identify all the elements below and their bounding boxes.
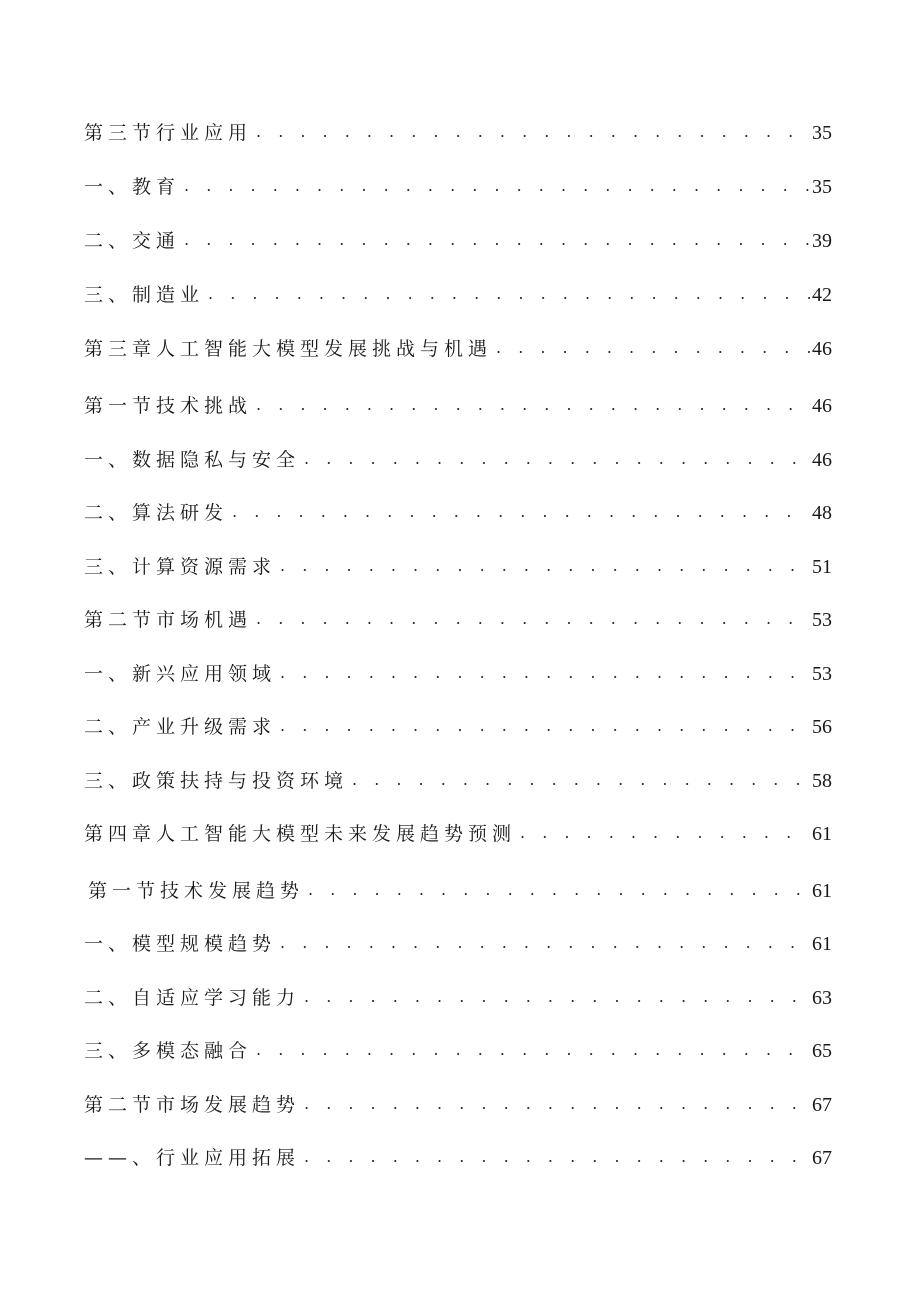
toc-entry[interactable] [84, 1033, 832, 1063]
toc-page-number: 35 [812, 176, 832, 198]
toc-entry[interactable] [84, 495, 832, 525]
toc-entry-title: 第三节行业应用 [84, 122, 253, 144]
toc-page-number: 61 [812, 933, 832, 955]
toc-page-number: 48 [812, 502, 832, 524]
toc-entry-title: 第四章人工智能大模型未来发展趋势预测 [84, 823, 517, 845]
toc-entry[interactable] [84, 331, 832, 361]
toc-entry[interactable] [84, 549, 832, 579]
toc-page-number: 42 [812, 284, 832, 306]
toc-entry[interactable] [84, 388, 832, 418]
toc-page-number: 61 [812, 823, 832, 845]
toc-leader-dots [184, 229, 810, 251]
toc-entry[interactable] [84, 602, 832, 632]
toc-page-number: 67 [812, 1147, 832, 1169]
toc-entry[interactable] [84, 169, 832, 199]
toc-page-number: 53 [812, 609, 832, 631]
toc-page-number: 46 [812, 338, 832, 360]
toc-page-number: 46 [812, 395, 832, 417]
toc-entry[interactable] [84, 763, 832, 793]
toc-entry[interactable] [84, 816, 832, 846]
toc-page-number: 63 [812, 987, 832, 1009]
toc-entry-title: 一、新兴应用领域 [84, 663, 277, 685]
toc-entry[interactable] [84, 277, 832, 307]
toc-entry-title: 一、数据隐私与安全 [84, 449, 301, 471]
toc-leader-dots [280, 932, 810, 954]
toc-entry-title: ——、行业应用拓展 [84, 1147, 301, 1169]
toc-entry-title: 第二节市场发展趋势 [84, 1094, 301, 1116]
toc-entry[interactable] [84, 656, 832, 686]
toc-page-number: 65 [812, 1040, 832, 1062]
toc-leader-dots [496, 337, 810, 359]
toc-leader-dots [256, 394, 810, 416]
toc-leader-dots [520, 822, 810, 844]
toc-entry-title: 三、多模态融合 [84, 1040, 253, 1062]
toc-entry-title: 第三章人工智能大模型发展挑战与机遇 [84, 338, 493, 360]
toc-leader-dots [184, 175, 810, 197]
toc-entry-title: 第一节技术挑战 [84, 395, 253, 417]
toc-leader-dots [308, 879, 810, 901]
toc-leader-dots [304, 1093, 810, 1115]
toc-page-number: 56 [812, 716, 832, 738]
toc-entry[interactable] [84, 709, 832, 739]
toc-entry-title: 一、教育 [84, 176, 181, 198]
toc-entry-title: 三、计算资源需求 [84, 556, 277, 578]
toc-entry[interactable] [84, 442, 832, 472]
toc-page-number: 35 [812, 122, 832, 144]
toc-leader-dots [208, 283, 810, 305]
toc-page-number: 46 [812, 449, 832, 471]
toc-entry[interactable] [84, 1087, 832, 1117]
toc-leader-dots [280, 715, 810, 737]
toc-entry-title: 二、产业升级需求 [84, 716, 277, 738]
toc-leader-dots [256, 608, 810, 630]
toc-leader-dots [280, 662, 810, 684]
toc-entry-title: 三、制造业 [84, 284, 205, 306]
toc-entry[interactable] [88, 873, 832, 903]
toc-page-number: 58 [812, 770, 832, 792]
toc-entry-title: 三、政策扶持与投资环境 [84, 770, 349, 792]
toc-leader-dots [304, 1146, 810, 1168]
toc-entry-title: 第二节市场机遇 [84, 609, 253, 631]
toc-leader-dots [256, 121, 810, 143]
toc-leader-dots [304, 986, 810, 1008]
toc-entry[interactable] [84, 980, 832, 1010]
toc-entry-title: 二、交通 [84, 230, 181, 252]
toc-page-number: 61 [812, 880, 832, 902]
toc-entry[interactable] [84, 926, 832, 956]
toc-entry[interactable] [84, 1140, 832, 1170]
toc-entry[interactable] [84, 223, 832, 253]
toc-leader-dots [232, 501, 810, 523]
toc-leader-dots [352, 769, 810, 791]
toc-entry-title: 一、模型规模趋势 [84, 933, 277, 955]
toc-entry[interactable] [84, 115, 832, 145]
toc-leader-dots [256, 1039, 810, 1061]
toc-leader-dots [304, 448, 810, 470]
toc-page-number: 53 [812, 663, 832, 685]
toc-entry-title: 第一节技术发展趋势 [88, 880, 305, 902]
toc-page-number: 51 [812, 556, 832, 578]
toc-leader-dots [280, 555, 810, 577]
toc-page-number: 39 [812, 230, 832, 252]
toc-entry-title: 二、自适应学习能力 [84, 987, 301, 1009]
toc-page-number: 67 [812, 1094, 832, 1116]
toc-entry-title: 二、算法研发 [84, 502, 229, 524]
